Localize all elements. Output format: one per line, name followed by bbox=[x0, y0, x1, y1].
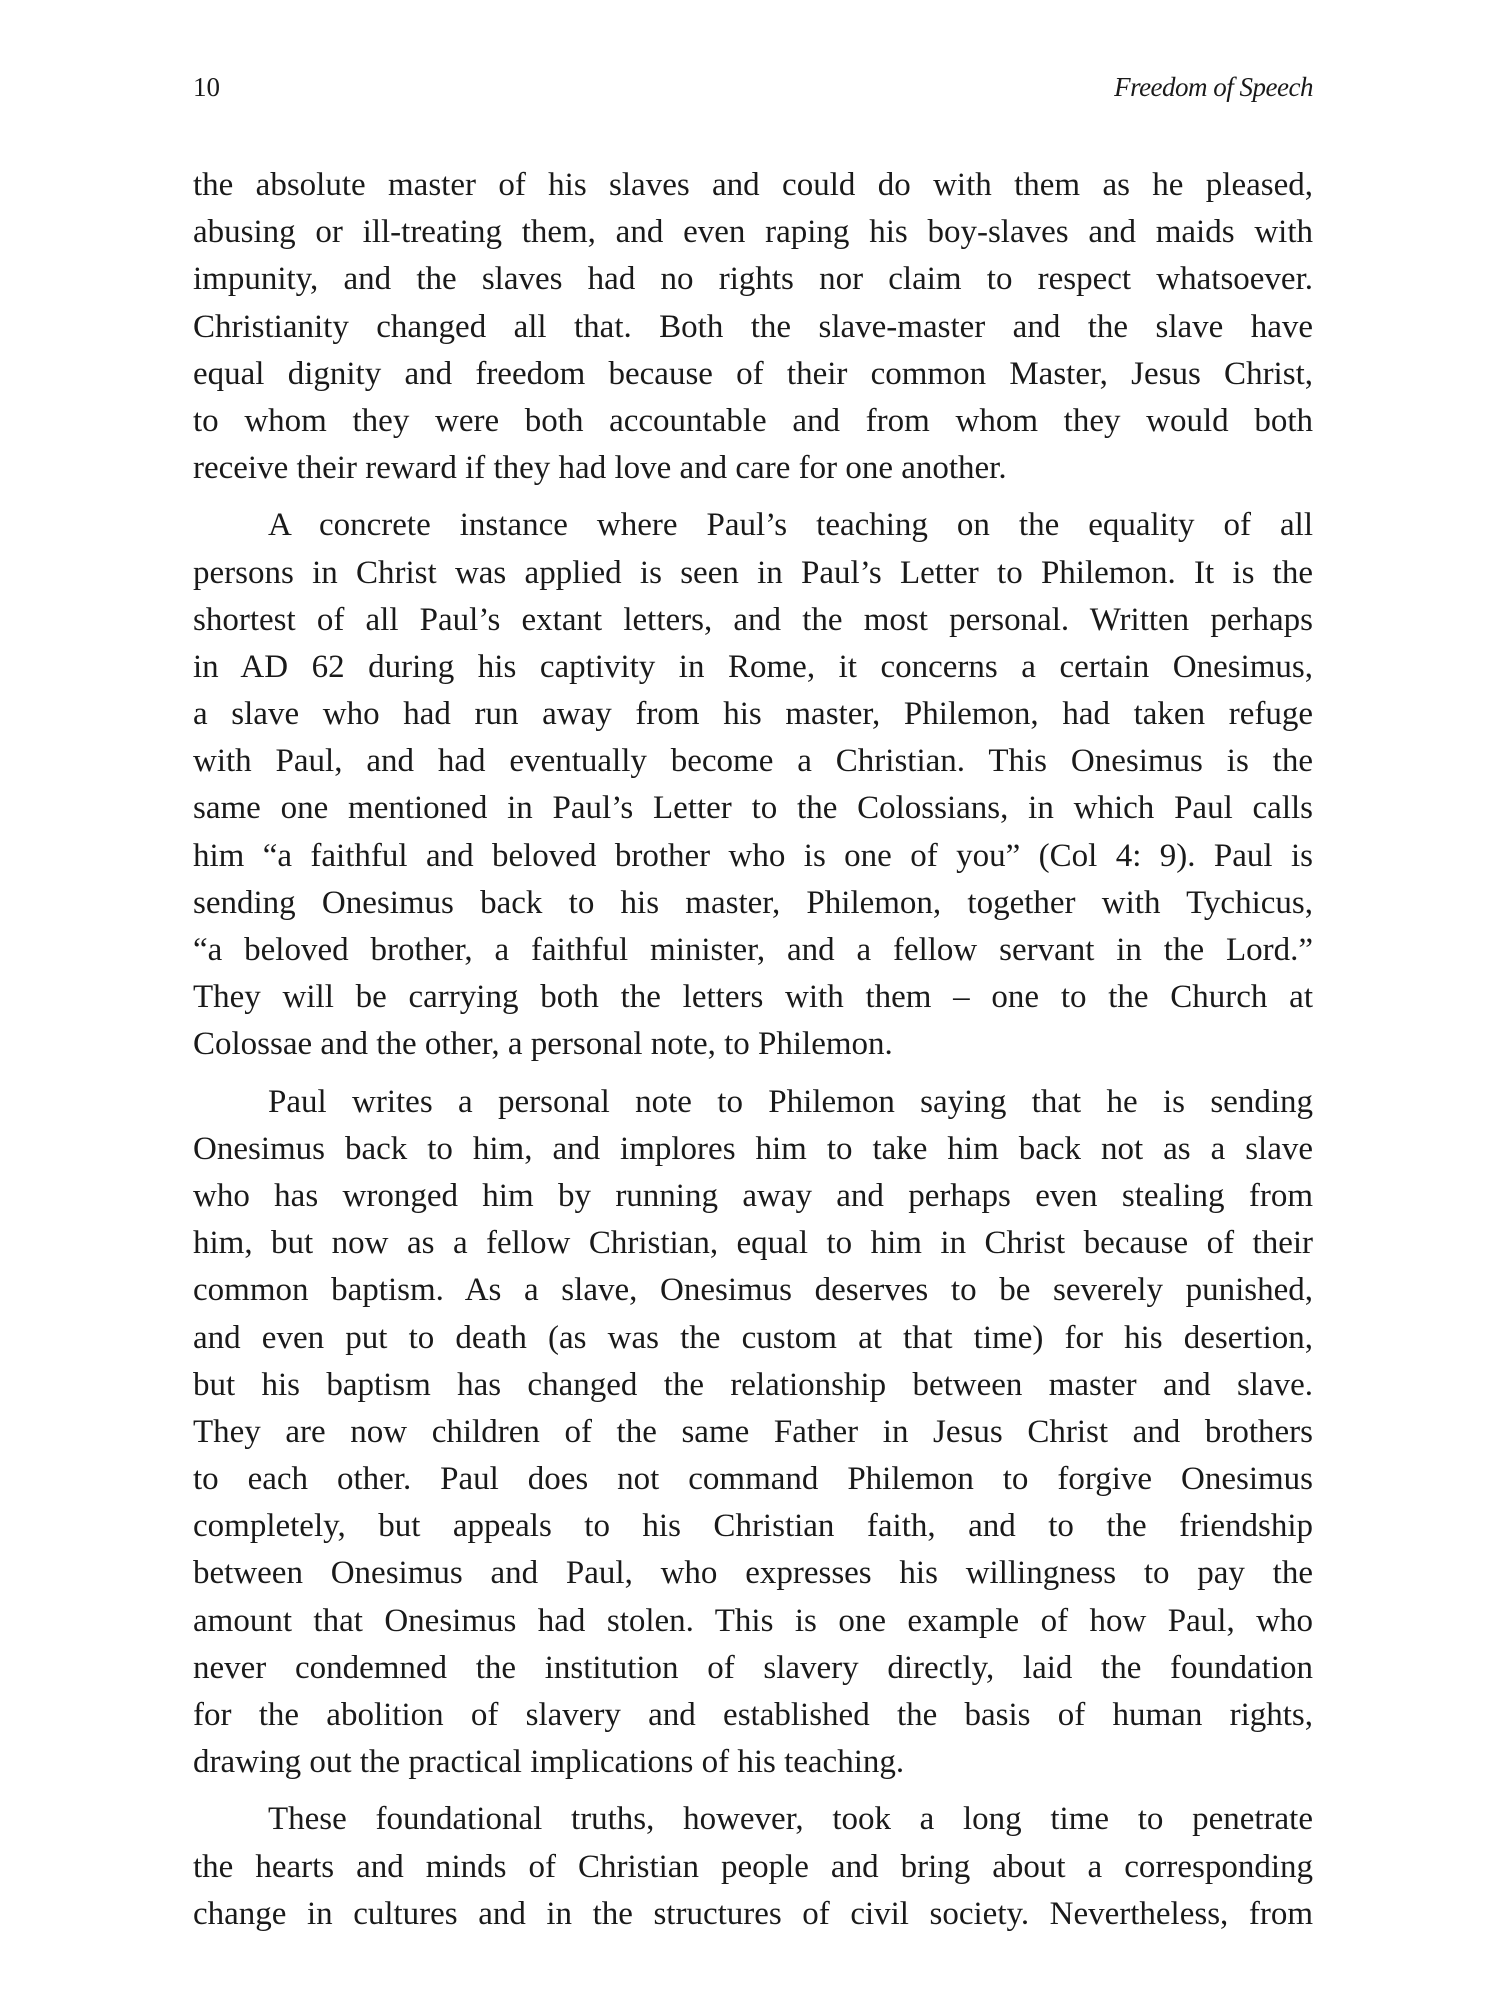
text-line: and even put to death (as was the custom at that time) for his desertion, bbox=[193, 1319, 1313, 1356]
text-line: sending Onesimus back to his master, Philemon, together with Tychicus, bbox=[193, 884, 1313, 921]
text-line: but his baptism has changed the relationship between master and slave. bbox=[193, 1366, 1313, 1403]
text-line: in AD 62 during his captivity in Rome, it concerns a certain Onesimus, bbox=[193, 648, 1313, 685]
text-line: who has wronged him by running away and perhaps even stealing from bbox=[193, 1177, 1313, 1214]
text-line: impunity, and the slaves had no rights nor claim to respect whatsoever. bbox=[193, 261, 1313, 298]
text-line: A concrete instance where Paul’s teaching on the equality of all bbox=[268, 507, 1313, 544]
text-line: same one mentioned in Paul’s Letter to the Colossians, in which Paul calls bbox=[193, 790, 1313, 827]
text-line: change in cultures and in the structures of civil society. Nevertheless, from bbox=[193, 1895, 1313, 1932]
running-title: Freedom of Speech bbox=[1114, 72, 1313, 102]
text-line: equal dignity and freedom because of their common Master, Jesus Christ, bbox=[193, 355, 1313, 392]
text-line: to whom they were both accountable and from whom they would both bbox=[193, 402, 1313, 439]
text-line: amount that Onesimus had stolen. This is one example of how Paul, who bbox=[193, 1602, 1313, 1639]
text-line: common baptism. As a slave, Onesimus deserves to be severely punished, bbox=[193, 1272, 1313, 1309]
text-line: drawing out the practical implications of his teaching. bbox=[193, 1744, 905, 1781]
text-line: for the abolition of slavery and established the basis of human rights, bbox=[193, 1697, 1313, 1733]
text-line: him “a faithful and beloved brother who is one of you” (Col 4: 9). Paul is bbox=[193, 837, 1313, 874]
text-line: abusing or ill-treating them, and even raping his boy-slaves and maids with bbox=[193, 214, 1313, 251]
text-line: completely, but appeals to his Christian faith, and to the friendship bbox=[193, 1508, 1313, 1545]
paragraph bbox=[193, 162, 1313, 492]
paragraph bbox=[193, 502, 1313, 1068]
text-line: never condemned the institution of slavery directly, laid the foundation bbox=[193, 1649, 1313, 1686]
text-line: the absolute master of his slaves and could do with them as he pleased, bbox=[193, 167, 1313, 203]
text-line: These foundational truths, however, took a long time to penetrate bbox=[268, 1801, 1313, 1838]
text-line: Onesimus back to him, and implores him to take him back not as a slave bbox=[193, 1130, 1313, 1167]
body-text bbox=[193, 162, 1313, 1948]
text-line: “a beloved brother, a faithful minister, and a fellow servant in the Lord.” bbox=[193, 932, 1313, 968]
paragraph bbox=[193, 1796, 1313, 1938]
text-line: a slave who had run away from his master, Philemon, had taken refuge bbox=[193, 696, 1313, 733]
text-line: persons in Christ was applied is seen in Paul’s Letter to Philemon. It is the bbox=[193, 554, 1313, 591]
text-line: with Paul, and had eventually become a Christian. This Onesimus is the bbox=[193, 743, 1313, 780]
text-line: Paul writes a personal note to Philemon saying that he is sending bbox=[268, 1083, 1313, 1120]
page-number: 10 bbox=[193, 72, 220, 102]
text-line: the hearts and minds of Christian people and bring about a corresponding bbox=[193, 1848, 1313, 1885]
text-line: shortest of all Paul’s extant letters, and the most personal. Written perhaps bbox=[193, 601, 1313, 638]
text-line: between Onesimus and Paul, who expresses his willingness to pay the bbox=[193, 1555, 1313, 1592]
text-line: They will be carrying both the letters with them – one to the Church at bbox=[193, 979, 1313, 1016]
paragraph bbox=[193, 1079, 1313, 1787]
text-line: Christianity changed all that. Both the slave-master and the slave have bbox=[193, 308, 1313, 345]
text-line: to each other. Paul does not command Philemon to forgive Onesimus bbox=[193, 1461, 1313, 1498]
text-line: Colossae and the other, a personal note, to Philemon. bbox=[193, 1026, 893, 1063]
text-line: him, but now as a fellow Christian, equal to him in Christ because of their bbox=[193, 1225, 1313, 1262]
text-line: They are now children of the same Father in Jesus Christ and brothers bbox=[193, 1413, 1313, 1450]
running-head bbox=[193, 72, 1313, 112]
text-line: receive their reward if they had love and care for one another. bbox=[193, 450, 1007, 487]
